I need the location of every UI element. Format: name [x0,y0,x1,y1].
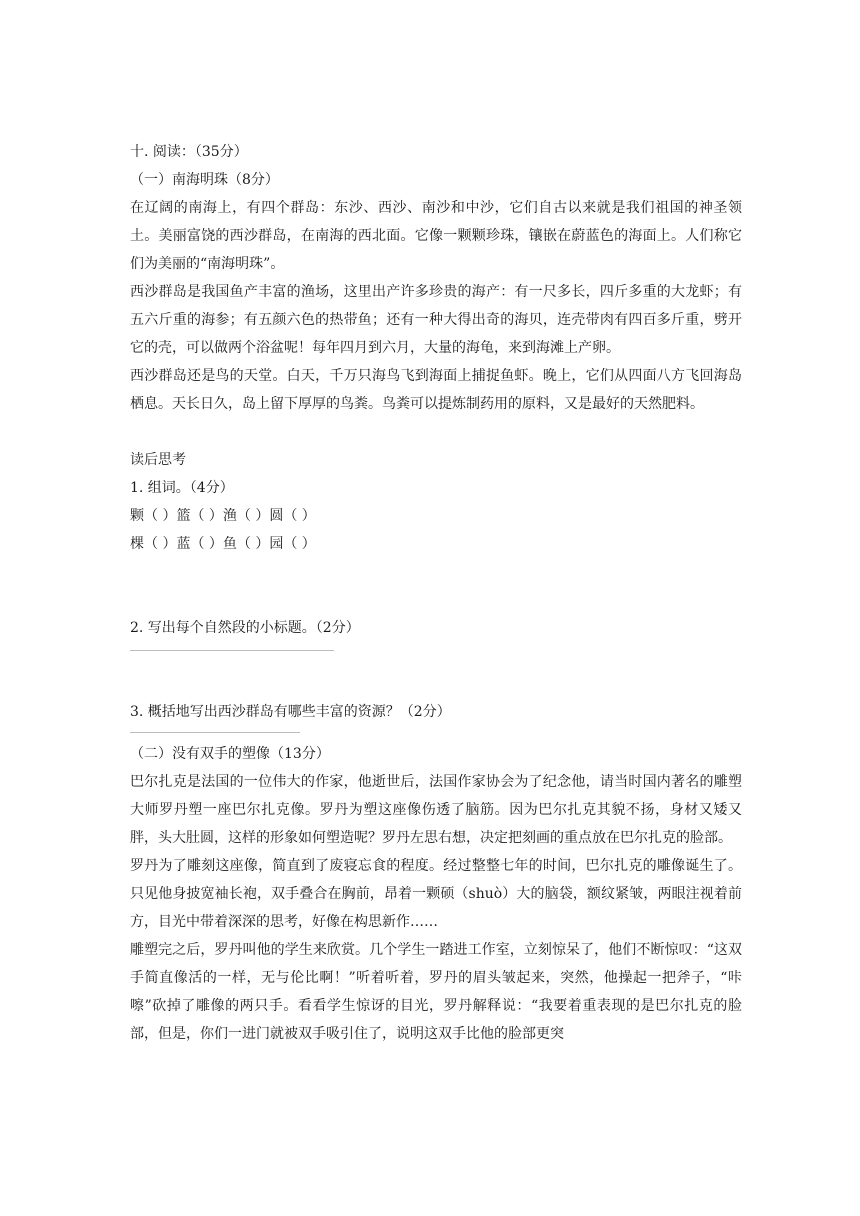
worksheet-page [130,138,742,1048]
question-2-prompt: 2. 写出每个自然段的小标题。（2分） [130,620,360,636]
question-2-answer-line [130,650,334,651]
part1-paragraph-2: 西沙群岛是我国鱼产丰富的渔场，这里出产许多珍贵的海产：有一尺多长，四斤多重的大龙虾；有五六斤重的海参；有五颜六色的热带鱼；还有一种大得出奇的海贝，连壳带肉有四百多斤重，劈开它的壳，可以做两个浴盆呢！每年四月到六月，大量的海龟，来到海滩上产卵。 [130,284,742,356]
question-2-answer-area[interactable] [130,642,742,670]
reading-heading: 十. 阅读：（35分） [130,144,248,160]
think-label: 读后思考 [130,452,186,468]
part2-paragraph-1: 巴尔扎克是法国的一位伟大的作家，他逝世后，法国作家协会为了纪念他，请当时国内著名的雕塑大师罗丹塑一座巴尔扎克像。罗丹为塑这座像伤透了脑筋。因为巴尔扎克其貌不扬，身材又矮又胖，头大肚圆，这样的形象如何塑造呢？罗丹左思右想，决定把刻画的重点放在巴尔扎克的脸部。 [130,774,742,846]
spacer [130,558,742,614]
question-1-row-1: 颗（ ）篮（ ）渔（ ）圆（ ） [130,508,316,524]
question-1-row-2: 棵（ ）蓝（ ）鱼（ ）园（ ） [130,536,316,552]
question-3-answer-line [130,732,300,733]
part1-title: （一）南海明珠（8分） [130,172,279,188]
spacer [130,670,742,698]
part2-paragraph-3: 雕塑完之后，罗丹叫他的学生来欣赏。几个学生一踏进工作室，立刻惊呆了，他们不断惊叹：“这双手简直像活的一样，无与伦比啊！”听着听着，罗丹的眉头皱起来，突然，他操起一把斧子，“咔嚓”砍掉了雕像的两只手。看看学生惊讶的目光，罗丹解释说：“我要着重表现的是巴尔扎克的脸部，但是，你们一进门就被双手吸引住了，说明这双手比他的脸部更突 [130,942,742,1042]
part1-paragraph-1: 在辽阔的南海上，有四个群岛：东沙、西沙、南沙和中沙，它们自古以来就是我们祖国的神圣领土。美丽富饶的西沙群岛，在南海的西北面。它像一颗颗珍珠，镶嵌在蔚蓝色的海面上。人们称它们为美丽的“南海明珠”。 [130,200,742,272]
part1-paragraph-3: 西沙群岛还是鸟的天堂。白天，千万只海鸟飞到海面上捕捉鱼虾。晚上，它们从四面八方飞回海岛栖息。天长日久，岛上留下厚厚的鸟粪。鸟粪可以提炼制药用的原料，又是最好的天然肥料。 [130,368,742,412]
question-3-answer-area[interactable] [130,726,742,740]
part2-title: （二）没有双手的塑像（13分） [130,746,330,762]
spacer [130,418,742,446]
question-3-prompt: 3. 概括地写出西沙群岛有哪些丰富的资源？（2分） [130,704,451,720]
question-1-prompt: 1. 组词。（4分） [130,480,234,496]
part2-paragraph-2: 罗丹为了雕刻这座像，简直到了废寝忘食的程度。经过整整七年的时间，巴尔扎克的雕像诞生了。只见他身披宽袖长袍，双手叠合在胸前，昂着一颗硕（shuò）大的脑袋，额纹紧皱，两眼注视着前方，目光中带着深深的思考，好像在构思新作…… [130,858,742,930]
